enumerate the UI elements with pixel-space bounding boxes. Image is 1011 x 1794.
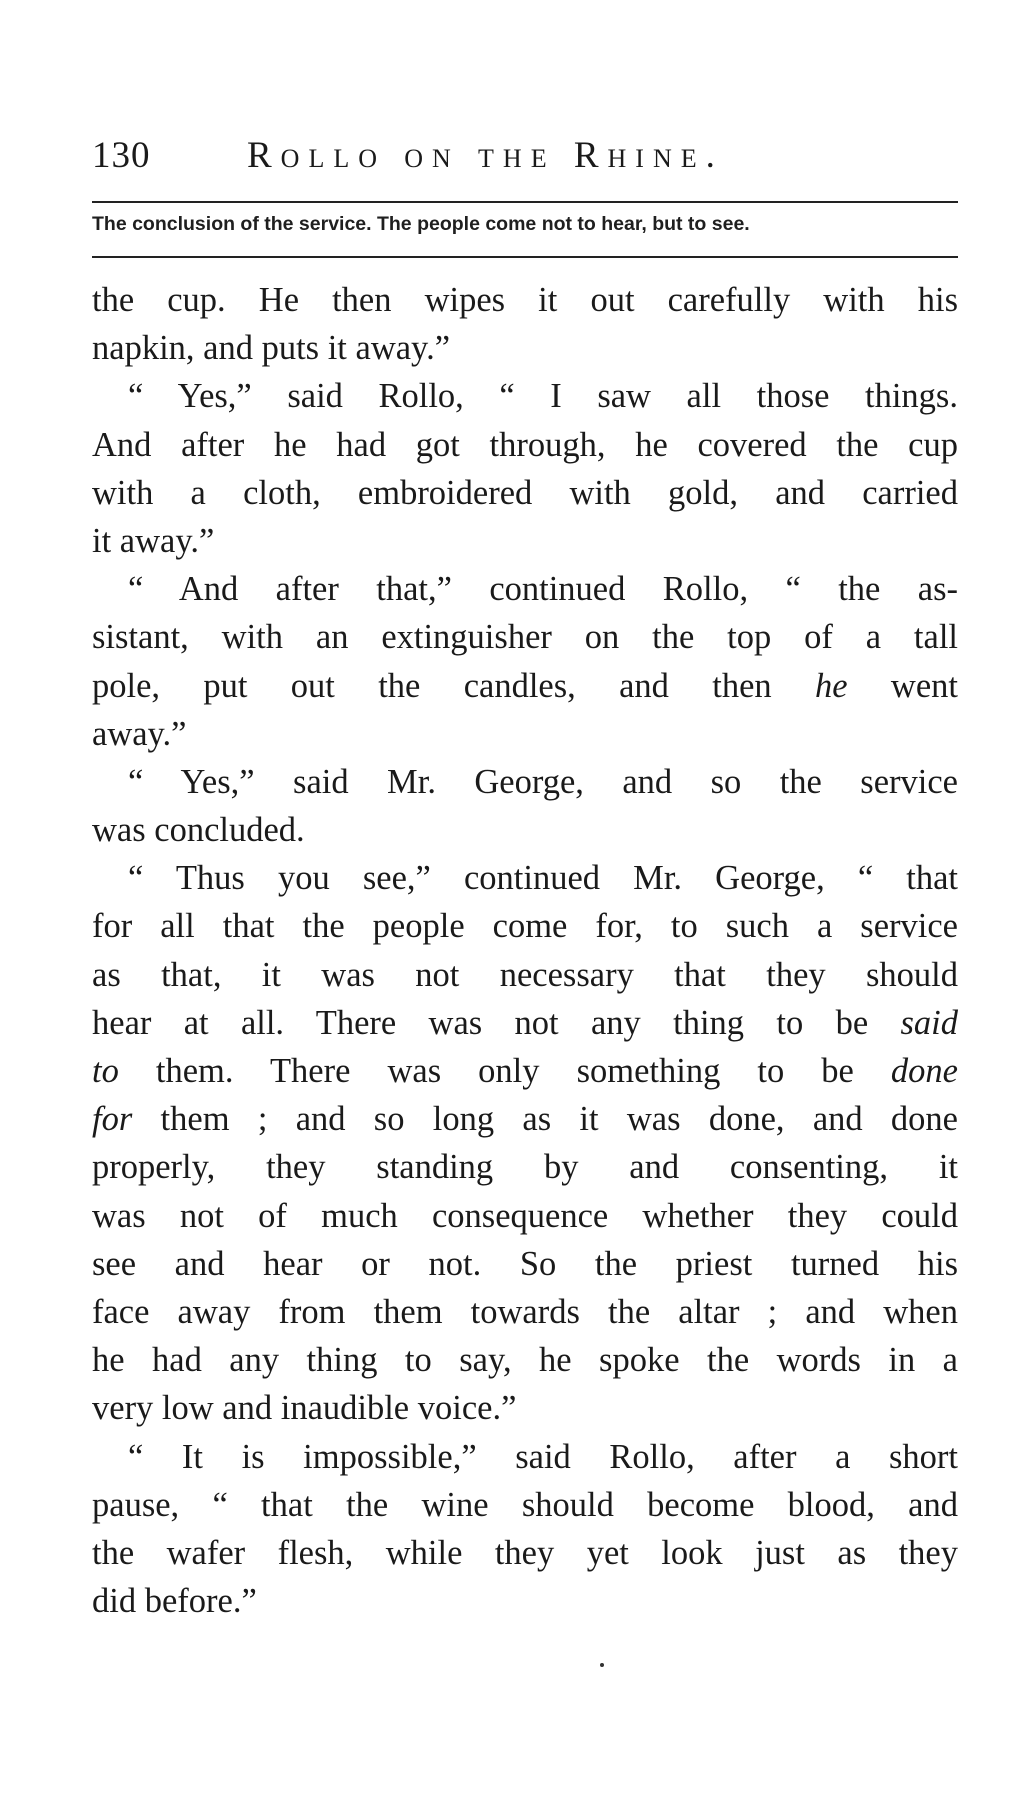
italic-word: for [92,1100,133,1139]
text-line: properly, they standing by and consenting, it [92,1148,958,1187]
text-line: “ Yes,” said Mr. George, and so the service [128,762,958,801]
text-line: “ Yes,” said Rollo, “ I saw all those things. [128,377,958,416]
text-run: them ; and so long as it was done, and done [132,1100,958,1139]
text-run: pole, put out the candles, and then [92,666,815,705]
text-line [92,1047,958,1095]
text-line: “ It is impossible,” said Rollo, after a short [128,1437,958,1476]
text-run: went [847,666,958,705]
text-line [92,662,958,710]
italic-word: said [900,1003,958,1042]
text-run: hear at all. There was not any thing to be [92,1003,901,1042]
text-line: very low and inaudible voice.” [92,1389,517,1428]
text-line: face away from them towards the altar ; and when [92,1292,958,1331]
running-title: Rollo on the Rhine. [247,135,724,176]
text-line [92,999,958,1047]
italic-word: to [92,1052,119,1090]
text-line: with a cloth, embroidered with gold, and carried [92,473,958,512]
text-line: “ Thus you see,” continued Mr. George, “ that [128,859,958,898]
text-line: he had any thing to say, he spoke the words in a [92,1341,958,1380]
text-line: was not of much consequence whether they could [92,1196,958,1235]
text-line: And after he had got through, he covered the cup [92,425,958,464]
header-rule-bottom [92,256,958,258]
italic-word: done [890,1052,958,1090]
ink-speck [600,1663,604,1667]
text-line: as that, it was not necessary that they should [92,955,958,994]
text-line: the wafer flesh, while they yet look just as they [92,1533,958,1572]
header-rule-top [92,201,958,203]
running-head [92,134,962,186]
text-line [92,1095,958,1143]
text-line: it away.” [92,521,215,560]
text-line: the cup. He then wipes it out carefully with his [92,281,958,319]
text-run: them. There was only something to be [118,1052,891,1090]
text-line: sistant, with an extinguisher on the top of a tall [92,618,958,657]
body-text [92,276,958,1625]
text-line: napkin, and puts it away.” [92,329,451,368]
page-number: 130 [92,135,151,176]
text-line: see and hear or not. So the priest turned his [92,1244,958,1283]
italic-word: he [815,666,848,705]
text-line: was concluded. [92,811,305,850]
page-summary: The conclusion of the service. The people come not to hear, but to see. [92,213,750,235]
text-line: “ And after that,” continued Rollo, “ the as- [128,570,958,609]
text-line: did before.” [92,1582,257,1621]
text-line: for all that the people come for, to such a service [92,907,958,946]
text-line: away.” [92,714,187,753]
text-line: pause, “ that the wine should become blood, and [92,1485,958,1524]
